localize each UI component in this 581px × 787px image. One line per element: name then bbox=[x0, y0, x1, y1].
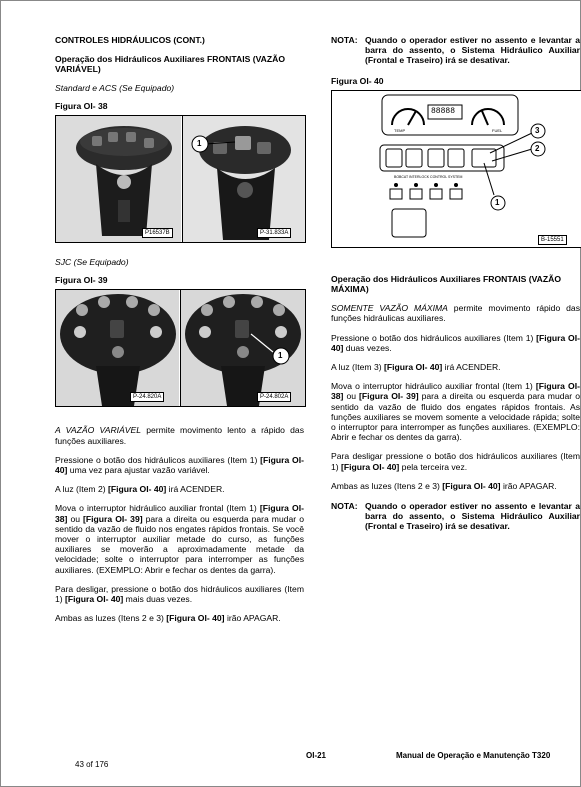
figure-40-panel-label: BOBCAT INTERLOCK CONTROL SYSTEM bbox=[394, 174, 463, 179]
section-title: CONTROLES HIDRÁULICOS (CONT.) bbox=[55, 35, 205, 45]
right-paragraph-4: Mova o interruptor hidráulico auxiliar frontal (Item 1) [Figura OI- 38] ou [Figura OI- 39] para a direita ou esquerda para mudar o sentido da vazão de fluido dos engates rápidos frontais. As funções auxiliares se movem somente a velocidade rápida; solte o interruptor para interromper as funções auxiliares. (EXEMPLO: Abrir e fechar os dentes da garra). bbox=[331, 381, 580, 443]
right-paragraph-5: Para desligar pressione o botão dos hidráulicos auxiliares (Item 1) [Figura OI- 40] pela terceira vez. bbox=[331, 451, 580, 472]
figure-40-callout-1: 1 bbox=[495, 197, 500, 207]
figure-40 bbox=[331, 90, 581, 248]
right-paragraph-6: Ambas as luzes (Itens 2 e 3) [Figura OI- 40] irão APAGAR. bbox=[331, 480, 557, 491]
footer-manual-title: Manual de Operação e Manutenção T320 bbox=[396, 751, 551, 760]
footer-page-number: OI-21 bbox=[306, 751, 327, 760]
left-paragraph-6: Ambas as luzes (Itens 2 e 3) [Figura OI- 40] irão APAGAR. bbox=[55, 613, 281, 624]
figure-38-callout-1: 1 bbox=[197, 139, 202, 149]
figure-39-photo-b bbox=[180, 290, 306, 406]
figure-40-hours-display: 88888 bbox=[431, 106, 456, 116]
figure-40-temp-label: TEMP bbox=[394, 127, 406, 133]
left-paragraph-4: Mova o interruptor hidráulico auxiliar frontal (Item 1) [Figura OI- 38] ou [Figura OI- 39] para a direita ou esquerda para mudar o sentido da vazão de fluido nos engates rápidos frontais. Se você mover o interruptor auxiliar metade do curso, as funções auxiliares se moverão a aproximadamente metade da velocidade; solte o interruptor para interromper as funções auxiliares. (EXEMPLO: Abrir e fechar os dentes da garra). bbox=[55, 503, 304, 575]
right-section-title: Operação dos Hidráulicos Auxiliares FRONTAIS (VAZÃO MÁXIMA) bbox=[331, 273, 562, 295]
right-paragraph-3: A luz (Item 3) [Figura OI- 40] irá ACENDER. bbox=[331, 362, 501, 373]
figure-40-callout-3: 3 bbox=[535, 125, 540, 135]
right-column bbox=[331, 35, 580, 532]
figure-38-photo-b bbox=[182, 116, 306, 242]
figure-39-photo-a bbox=[56, 290, 179, 406]
note-2-text: Quando o operador estiver no assento e levantar a barra do assento, o Sistema Hidráulico Auxiliar (Frontal e Traseiro) irá se desativar. bbox=[365, 501, 580, 532]
figure-40-tag: B-15551 bbox=[538, 235, 567, 245]
note-2 bbox=[331, 501, 580, 532]
left-paragraph-2: Pressione o botão dos hidráulicos auxiliares (Item 1) [Figura OI- 40] uma vez para ajustar vazão variável. bbox=[55, 454, 304, 476]
left-paragraph-5: Para desligar, pressione o botão dos hidráulicos auxiliares (Item 1) [Figura OI- 40] mais duas vezes. bbox=[55, 583, 304, 605]
note-2-key: NOTA: bbox=[331, 501, 358, 512]
footer-page-count: 43 of 176 bbox=[75, 760, 109, 769]
left-paragraph-1: A VAZÃO VARIÁVEL permite movimento lento a rápido das funções auxiliares. bbox=[55, 425, 305, 446]
figure-40-title: Figura OI- 40 bbox=[331, 75, 384, 86]
left-paragraph-3: A luz (Item 2) [Figura OI- 40] irá ACENDER. bbox=[55, 484, 225, 495]
variant-label: Standard e ACS (Se Equipado) bbox=[55, 82, 175, 93]
left-column bbox=[55, 35, 304, 623]
figure-38-tag-b: P-31.833A bbox=[257, 228, 291, 238]
figure-40-fuel-label: FUEL bbox=[492, 127, 503, 133]
sjc-label: SJC (Se Equipado) bbox=[55, 257, 129, 268]
note-1 bbox=[331, 35, 580, 66]
note-1-text: Quando o operador estiver no assento e levantar a barra do assento, o Sistema Hidráulico Auxiliar (Frontal e Traseiro) irá se desativar. bbox=[365, 35, 580, 66]
figure-40-callout-2: 2 bbox=[535, 143, 540, 153]
note-1-key: NOTA: bbox=[331, 35, 358, 45]
figure-39-tag-a: P-24.820A bbox=[130, 392, 164, 402]
right-paragraph-1: SOMENTE VAZÃO MÁXIMA permite movimento rápido das funções hidráulicas auxiliares. bbox=[331, 303, 580, 324]
figure-38-photo-a bbox=[56, 116, 181, 242]
figure-39 bbox=[55, 289, 306, 407]
right-paragraph-2: Pressione o botão dos hidráulicos auxiliares (Item 1) [Figura OI- 40] duas vezes. bbox=[331, 332, 580, 353]
figure-39-title: Figura OI- 39 bbox=[55, 275, 108, 286]
figure-38 bbox=[55, 115, 306, 243]
figure-39-callout-1: 1 bbox=[278, 351, 283, 361]
figure-39-tag-b: P-24.802A bbox=[257, 392, 291, 402]
figure-38-tag-a: P16537B bbox=[142, 228, 173, 238]
subsection-title: Operação dos Hidráulicos Auxiliares FRONTAIS (VAZÃO VARIÁVEL) bbox=[55, 54, 286, 75]
figure-38-title: Figura OI- 38 bbox=[55, 100, 108, 111]
